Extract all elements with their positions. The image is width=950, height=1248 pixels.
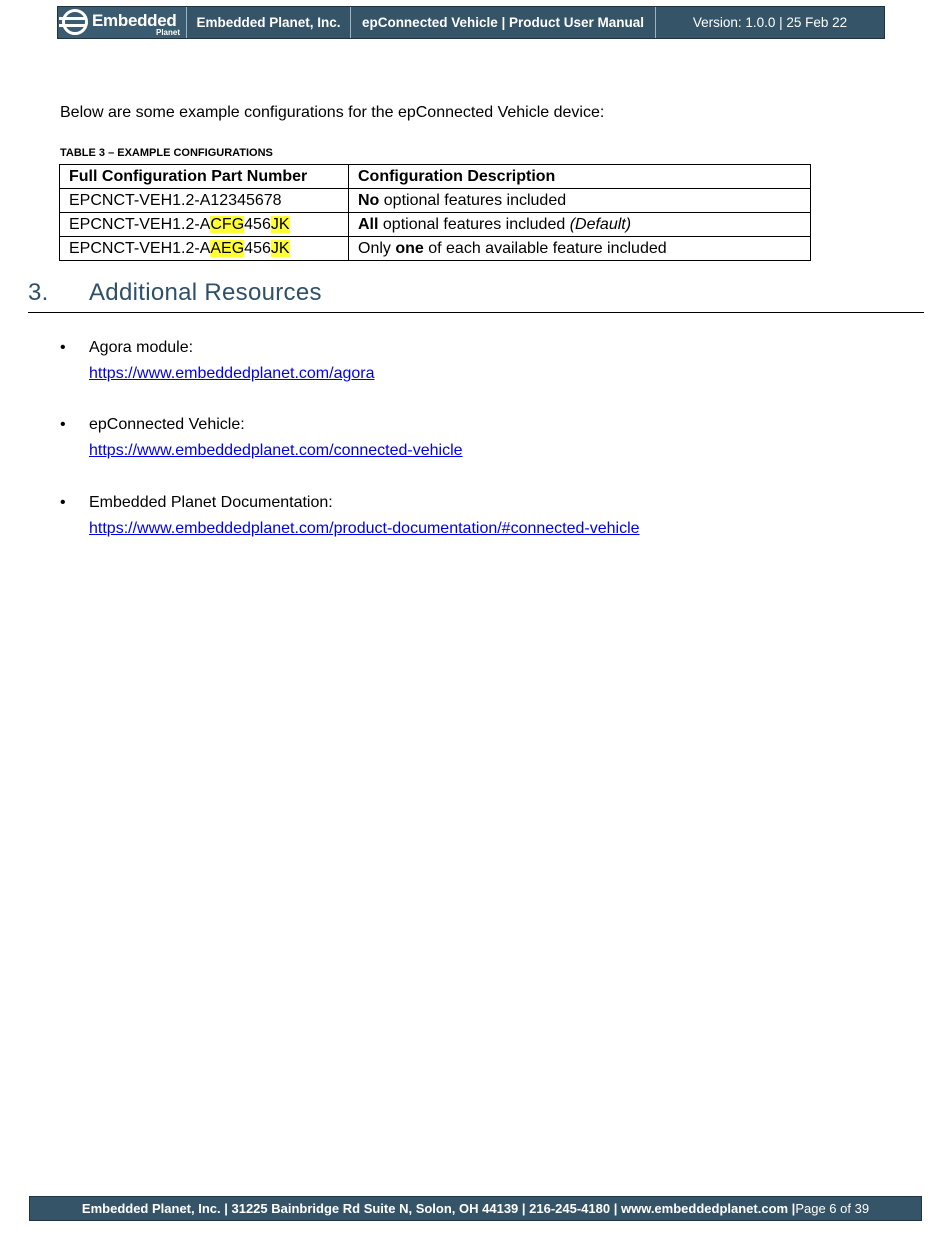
resource-label: Embedded Planet Documentation:	[89, 494, 333, 511]
section-heading	[28, 276, 924, 313]
footer-page-number: Page 6 of 39	[795, 1201, 870, 1216]
description-italic: (Default)	[569, 215, 632, 233]
table-caption: TABLE 3 – EXAMPLE CONFIGURATIONS	[60, 147, 273, 159]
page-footer	[29, 1196, 922, 1221]
section-number: 3.	[28, 279, 49, 306]
column-header-part-number: Full Configuration Part Number	[60, 165, 349, 189]
section-title: Additional Resources	[89, 279, 322, 306]
table-row	[60, 237, 811, 261]
column-header-description: Configuration Description	[349, 165, 811, 189]
resource-link-documentation[interactable]: https://www.embeddedplanet.com/product-documentation/#connected-vehicle	[89, 520, 640, 537]
bullet-icon: •	[60, 494, 66, 511]
part-number-cell	[60, 189, 349, 213]
description-text: optional features included	[378, 215, 570, 233]
footer-info: Embedded Planet, Inc. | 31225 Bainbridge Rd Suite N, Solon, OH 44139 | 216-245-4180 | www.embeddedplanet.com |	[81, 1201, 796, 1216]
logo-text: Embedded	[92, 11, 177, 30]
part-number-highlight: JK	[270, 215, 290, 233]
header-doc-title: epConnected Vehicle | Product User Manual	[351, 7, 656, 38]
page-header	[57, 6, 885, 39]
description-bold: All	[358, 215, 379, 233]
table-row	[60, 213, 811, 237]
description-bold: one	[395, 239, 424, 257]
bullet-icon: •	[60, 339, 66, 356]
intro-paragraph: Below are some example configurations for the epConnected Vehicle device:	[60, 104, 605, 121]
table-row	[60, 189, 811, 213]
description-pre: Only	[358, 239, 396, 257]
configurations-table	[59, 164, 811, 261]
description-cell	[349, 189, 811, 213]
resource-label: epConnected Vehicle:	[89, 416, 245, 433]
part-number-cell	[60, 237, 349, 261]
logo-subtext: Planet	[155, 28, 180, 37]
part-number-cell	[60, 213, 349, 237]
header-company: Embedded Planet, Inc.	[187, 7, 351, 38]
description-bold: No	[358, 191, 380, 209]
description-cell	[349, 237, 811, 261]
part-number-text: EPCNCT-VEH1.2-A12345678	[69, 191, 282, 209]
part-number-prefix: EPCNCT-VEH1.2-A	[69, 239, 211, 257]
part-number-highlight: AEG	[210, 239, 245, 257]
part-number-highlight: JK	[270, 239, 290, 257]
part-number-prefix: EPCNCT-VEH1.2-A	[69, 215, 211, 233]
planet-logo-icon	[62, 9, 88, 35]
description-text: of each available feature included	[423, 239, 667, 257]
resource-link-agora[interactable]: https://www.embeddedplanet.com/agora	[89, 365, 375, 382]
part-number-middle: 456	[244, 215, 271, 233]
part-number-highlight: CFG	[210, 215, 245, 233]
description-cell	[349, 213, 811, 237]
table-header-row	[60, 165, 811, 189]
description-text: optional features included	[379, 191, 567, 209]
resource-link-connected-vehicle[interactable]: https://www.embeddedplanet.com/connected-vehicle	[89, 442, 463, 459]
header-version: Version: 1.0.0 | 25 Feb 22	[692, 15, 848, 30]
part-number-middle: 456	[244, 239, 271, 257]
bullet-icon: •	[60, 416, 66, 433]
company-logo	[58, 7, 187, 38]
resource-label: Agora module:	[89, 339, 194, 356]
